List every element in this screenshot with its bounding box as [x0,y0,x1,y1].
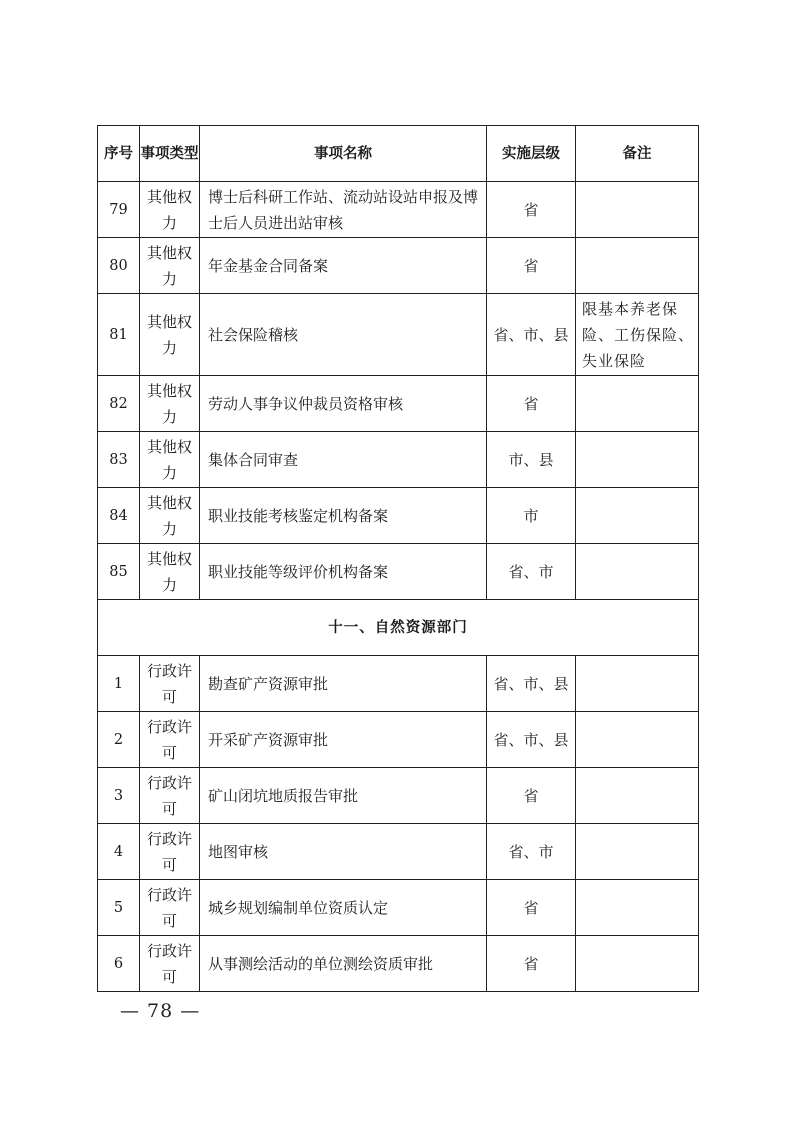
row-level: 省 [487,238,576,294]
row-seq: 85 [98,544,140,600]
row-seq: 4 [98,824,140,880]
row-seq: 81 [98,294,140,376]
row-seq: 6 [98,936,140,992]
row-seq: 5 [98,880,140,936]
row-name: 年金基金合同备案 [200,238,487,294]
header-note: 备注 [576,126,699,182]
table-row [98,238,699,294]
row-type: 其他权力 [140,376,200,432]
row-level: 省、市 [487,544,576,600]
table-row [98,824,699,880]
row-type: 行政许可 [140,880,200,936]
row-name: 开采矿产资源审批 [200,712,487,768]
row-note [576,544,699,600]
row-level: 省 [487,880,576,936]
row-level: 省、市、县 [487,294,576,376]
table-row [98,544,699,600]
header-type: 事项类型 [140,126,200,182]
row-name: 地图审核 [200,824,487,880]
row-level: 省 [487,936,576,992]
table-row [98,712,699,768]
row-level: 省、市、县 [487,712,576,768]
table-row [98,656,699,712]
row-note [576,936,699,992]
table-row [98,488,699,544]
table-row [98,880,699,936]
row-note [576,656,699,712]
table-row [98,294,699,376]
row-note [576,182,699,238]
row-type: 行政许可 [140,712,200,768]
row-seq: 82 [98,376,140,432]
row-level: 省、市 [487,824,576,880]
row-level: 省、市、县 [487,656,576,712]
row-note [576,768,699,824]
table-row [98,936,699,992]
row-note [576,376,699,432]
row-level: 市 [487,488,576,544]
row-level: 省 [487,768,576,824]
row-seq: 80 [98,238,140,294]
row-note: 限基本养老保险、工伤保险、失业保险 [576,294,699,376]
row-type: 行政许可 [140,936,200,992]
row-name: 职业技能等级评价机构备案 [200,544,487,600]
matters-table-container [97,125,698,992]
row-note [576,880,699,936]
row-note [576,712,699,768]
row-type: 行政许可 [140,656,200,712]
header-name: 事项名称 [200,126,487,182]
header-level: 实施层级 [487,126,576,182]
row-type: 其他权力 [140,238,200,294]
table-row [98,182,699,238]
row-name: 勘查矿产资源审批 [200,656,487,712]
row-seq: 3 [98,768,140,824]
row-seq: 1 [98,656,140,712]
table-row [98,376,699,432]
row-type: 其他权力 [140,432,200,488]
row-level: 省 [487,376,576,432]
row-name: 劳动人事争议仲裁员资格审核 [200,376,487,432]
row-note [576,238,699,294]
row-type: 行政许可 [140,824,200,880]
matters-table [97,125,699,992]
row-name: 矿山闭坑地质报告审批 [200,768,487,824]
table-row [98,768,699,824]
row-seq: 83 [98,432,140,488]
page-number: — 78 — [120,1000,201,1022]
table-header-row [98,126,699,182]
row-seq: 84 [98,488,140,544]
row-name: 社会保险稽核 [200,294,487,376]
row-seq: 79 [98,182,140,238]
row-name: 从事测绘活动的单位测绘资质审批 [200,936,487,992]
row-type: 其他权力 [140,544,200,600]
row-type: 行政许可 [140,768,200,824]
section-title: 十一、自然资源部门 [98,600,699,656]
row-type: 其他权力 [140,182,200,238]
row-type: 其他权力 [140,488,200,544]
row-level: 省 [487,182,576,238]
table-row [98,432,699,488]
header-seq: 序号 [98,126,140,182]
row-seq: 2 [98,712,140,768]
row-name: 城乡规划编制单位资质认定 [200,880,487,936]
row-name: 集体合同审查 [200,432,487,488]
row-note [576,488,699,544]
row-note [576,432,699,488]
row-level: 市、县 [487,432,576,488]
row-type: 其他权力 [140,294,200,376]
row-name: 职业技能考核鉴定机构备案 [200,488,487,544]
section-row [98,600,699,656]
row-name: 博士后科研工作站、流动站设站申报及博士后人员进出站审核 [200,182,487,238]
row-note [576,824,699,880]
